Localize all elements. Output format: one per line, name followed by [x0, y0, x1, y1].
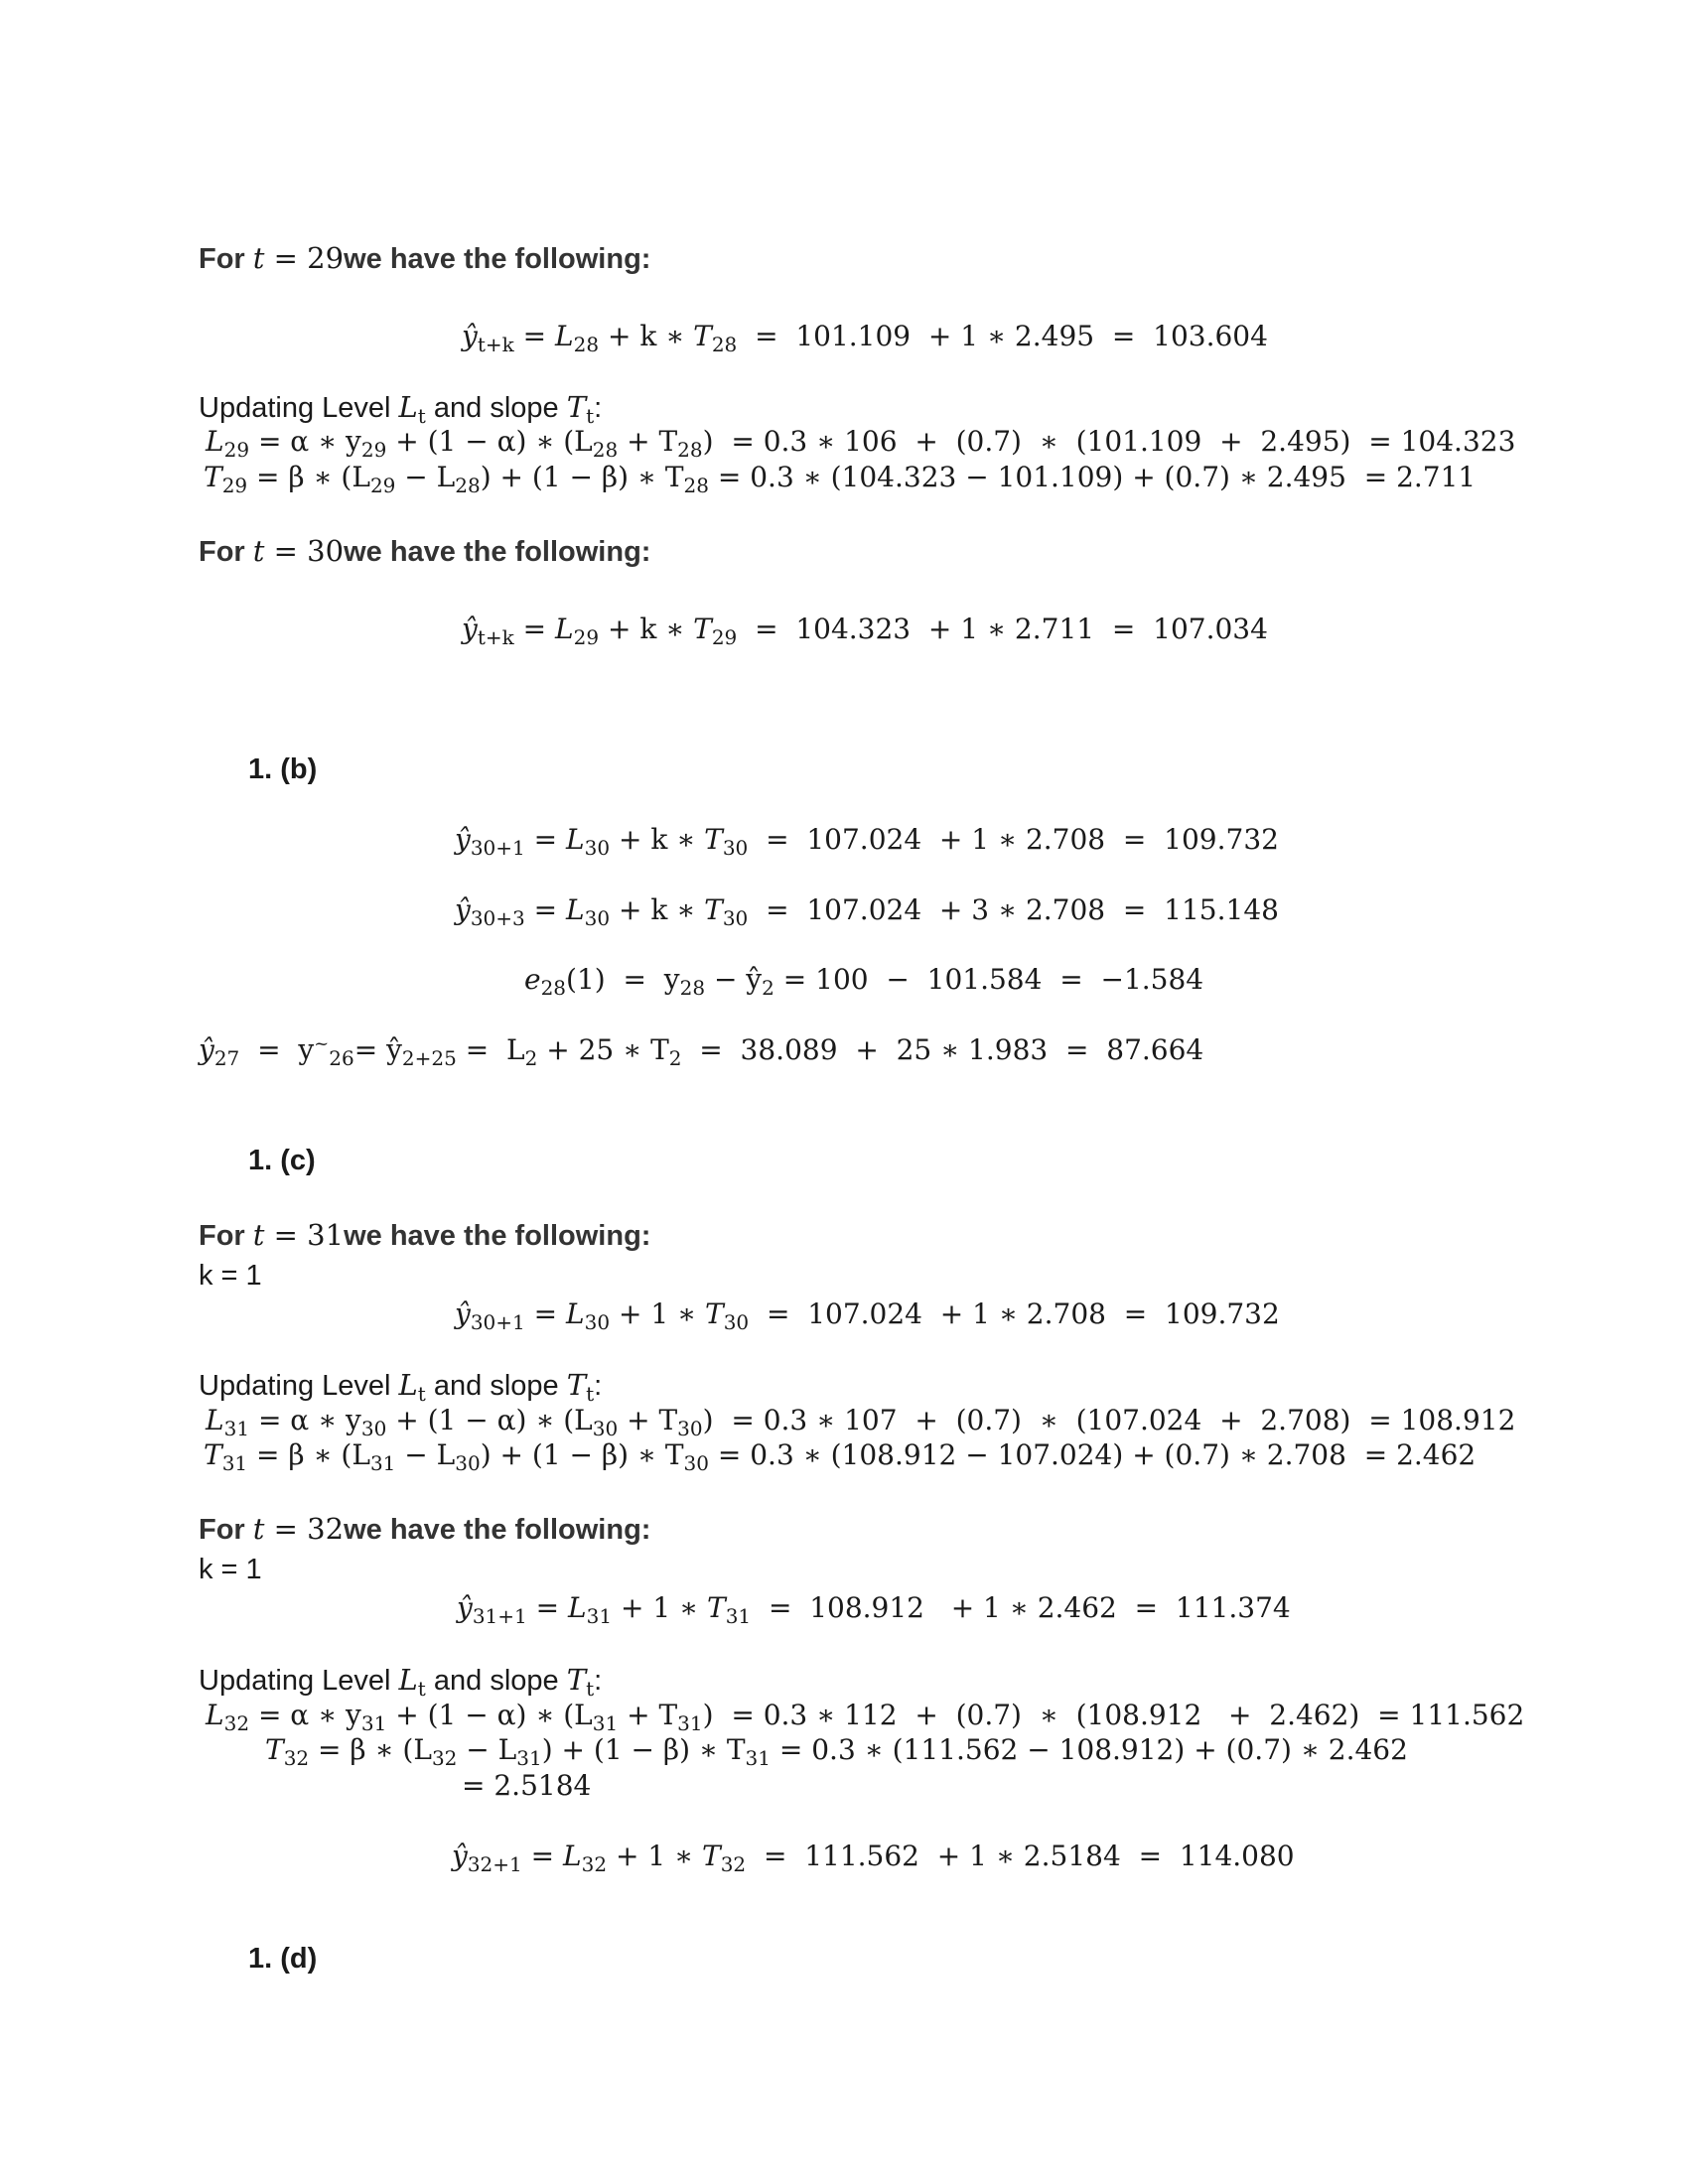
heading-t32: For t = 32we have the following: [199, 1512, 651, 1546]
forecast-t29: $ŷ_{t+k} = L_{28} + k$ ∗ $T_{28} = 101.109 + 1$ ∗ 2.495 = 103.604 [462, 320, 1268, 356]
level-L32: $L_{32} = \alpha$ ∗ $y_{31} + (1 - \alpha)$ ∗ $(L_{31} + T_{31}) = 0.3$ ∗ 112 + (0.7) ∗ (108.912 + 2.462) = 111.562 [206, 1699, 1525, 1735]
section-d-heading: 1. (d) [248, 1943, 318, 1975]
heading-t30: For t = 30we have the following: [199, 534, 651, 568]
forecast-c-32-1: $ŷ_{32+1} = L_{32} + 1$ ∗ $T_{32} = 111.562 + 1$ ∗ 2.5184 = 114.080 [452, 1840, 1295, 1876]
forecast-30-3: $ŷ_{30+3} = L_{30} + k$ ∗ $T_{30} = 107.024 + 3$ ∗ 2.708 = 115.148 [455, 893, 1279, 930]
t-value: = 29 [264, 241, 345, 275]
heading-t31: For t = 31we have the following: [199, 1218, 651, 1252]
forecast-c-31-1: $ŷ_{31+1} = L_{31} + 1$ ∗ $T_{31} = 108.912 + 1$ ∗ 2.462 = 111.374 [457, 1591, 1291, 1628]
level-L29: $L_{29} = \alpha$ ∗ $y_{29} + (1 - \alpha)$ ∗ $(L_{28} + T_{28}) = 0.3$ ∗ 106 + (0.7) ∗ (101.109 + 2.495) = 104.323 [206, 425, 1516, 462]
slope-T29: $T_{29} = \beta$ ∗ $(L_{29} - L_{28}) + (1 - \beta)$ ∗ $T_{28} = 0.3$ ∗ (104.323 − 101.109) + (0.7) ∗ 2.495 = 2.711 [204, 461, 1477, 497]
following-label: we have the following: [344, 243, 651, 275]
forecast-27: $ŷ_{27} = y^\sim_{26}=$ $ŷ_{2+25} = L_2 + 25$ ∗ $T_2 = 38.089 + 25$ ∗ 1.983 = 87.664 [199, 1033, 1204, 1070]
forecast-t30: $ŷ_{t+k} = L_{29} + k$ ∗ $T_{29} = 104.323 + 1$ ∗ 2.711 = 107.034 [462, 613, 1268, 649]
heading-t29 [199, 241, 650, 276]
slope-T31: $T_{31} = \beta$ ∗ $(L_{31} - L_{30}) + (1 - \beta)$ ∗ $T_{30} = 0.3$ ∗ (108.912 − 107.024) + (0.7) ∗ 2.708 = 2.462 [204, 1438, 1477, 1475]
updating-label-3: Updating Level $L_t$ and slope $T_t$: [199, 1663, 603, 1701]
t-symbol: t [252, 241, 265, 275]
yhat: ŷ [462, 320, 478, 352]
for-label: For [199, 243, 253, 275]
k-equals-1-a: k = 1 [199, 1260, 262, 1292]
updating-label-1: Updating Level $L_t$ and slope $T_t$: [199, 390, 603, 428]
section-b-heading: 1. (b) [248, 753, 318, 785]
slope-T32-result: = 2.5184 [462, 1769, 592, 1802]
updating-label-2: Updating Level $L_t$ and slope $T_t$: [199, 1368, 603, 1406]
forecast-30-1: $ŷ_{30+1} = L_{30} + k$ ∗ $T_{30} = 107.024 + 1$ ∗ 2.708 = 109.732 [455, 823, 1279, 860]
error-e28: $e_{28}(1) = y_{28}$ − $ŷ_2 = 100 - 101.584 = -1.584$ [524, 963, 1204, 1000]
slope-T32: $T_{32} = \beta$ ∗ $(L_{32} - L_{31}) + (1 - \beta)$ ∗ $T_{31} = 0.3$ ∗ (111.562 − 108.912) + (0.7) ∗ 2.462 [265, 1733, 1408, 1770]
level-L31: $L_{31} = \alpha$ ∗ $y_{30} + (1 - \alpha)$ ∗ $(L_{30} + T_{30}) = 0.3$ ∗ 107 + (0.7) ∗ (107.024 + 2.708) = 108.912 [206, 1404, 1516, 1440]
forecast-c-30-1: $ŷ_{30+1} = L_{30} + 1$ ∗ $T_{30} = 107.024 + 1$ ∗ 2.708 = 109.732 [455, 1297, 1280, 1334]
section-c-heading: 1. (c) [248, 1145, 316, 1176]
k-equals-1-b: k = 1 [199, 1554, 262, 1585]
